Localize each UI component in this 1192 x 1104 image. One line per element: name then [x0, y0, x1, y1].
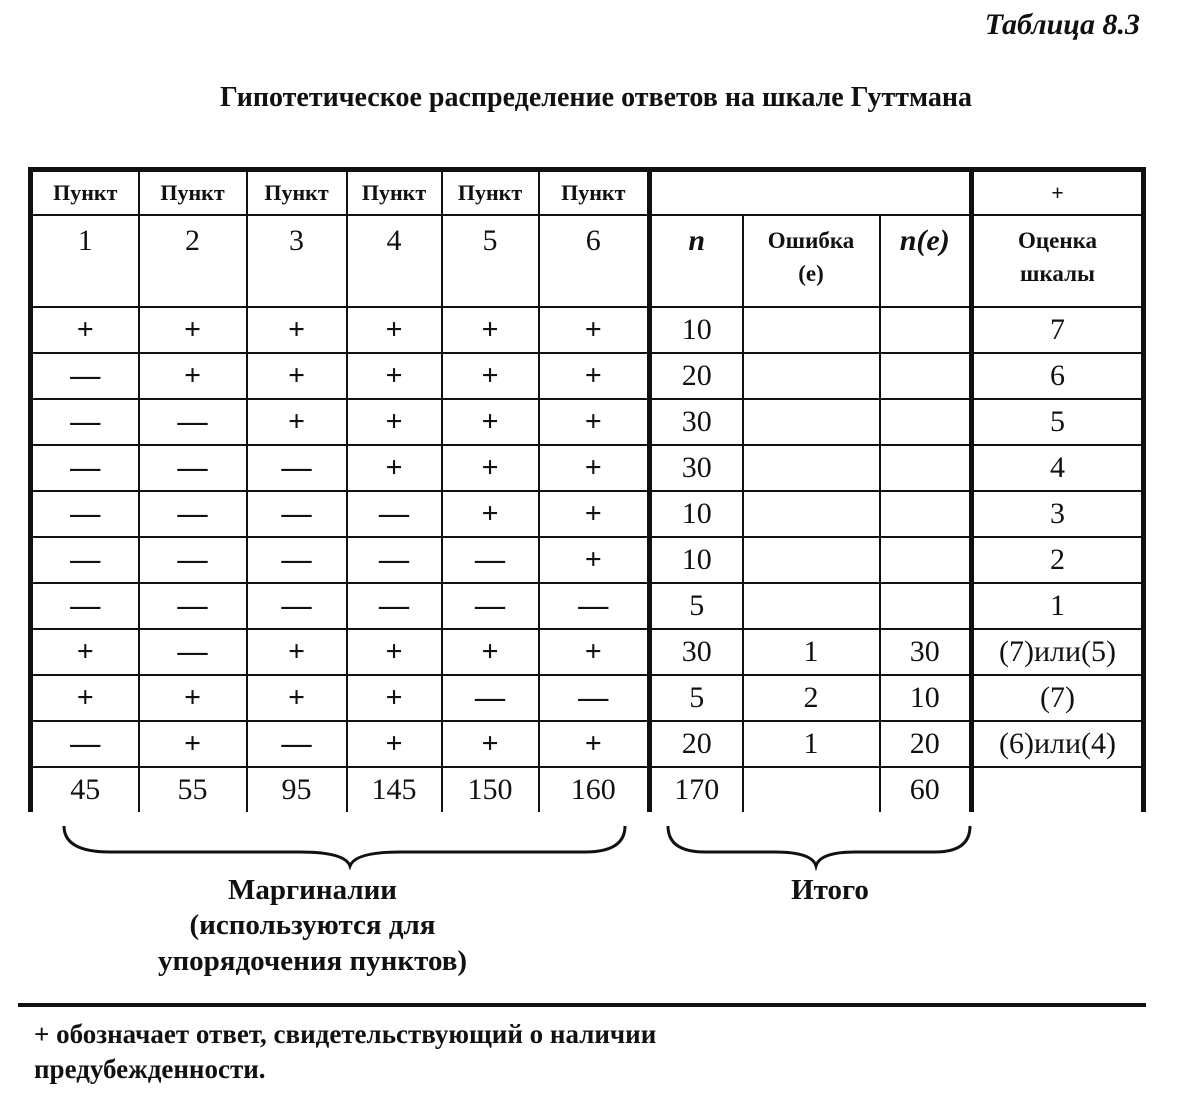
item-6-response: + [539, 353, 650, 399]
n-cell: 20 [650, 721, 743, 767]
ne-cell: 20 [880, 721, 972, 767]
item-3-response: + [247, 629, 347, 675]
item-2-response: — [139, 399, 247, 445]
n-cell: 30 [650, 629, 743, 675]
item-header-1: Пункт [31, 170, 139, 216]
item-3-response: — [247, 445, 347, 491]
item-4-response: — [347, 537, 442, 583]
item-2-response: — [139, 629, 247, 675]
item-1-response: — [31, 353, 139, 399]
score-cell: 5 [972, 399, 1144, 445]
item-4-response: + [347, 629, 442, 675]
score-header-line-1: Оценка [1017, 228, 1097, 253]
item-4-response: + [347, 353, 442, 399]
score-cell: 6 [972, 353, 1144, 399]
item-number-3: 3 [247, 215, 347, 307]
item-number-1: 1 [31, 215, 139, 307]
score-cell: 2 [972, 537, 1144, 583]
footnote-line-1: + обозначает ответ, свидетельствующий о наличии [34, 1019, 657, 1049]
item-6-response: + [539, 445, 650, 491]
total-n: 170 [650, 767, 743, 812]
score-cell: (7)или(5) [972, 629, 1144, 675]
error-header-line-1: Ошибка [767, 228, 855, 253]
item-5-response: + [442, 353, 539, 399]
item-5-response: + [442, 399, 539, 445]
item-1-response: — [31, 491, 139, 537]
item-5-response: + [442, 445, 539, 491]
n-cell: 10 [650, 491, 743, 537]
item-3-response: + [247, 307, 347, 353]
item-3-response: + [247, 675, 347, 721]
error-cell: 2 [743, 675, 880, 721]
item-2-response: — [139, 537, 247, 583]
n-cell: 10 [650, 537, 743, 583]
marginals-label-line-2: (используются для [189, 909, 436, 942]
item-1-response: — [31, 721, 139, 767]
item-2-response: — [139, 445, 247, 491]
item-5-response: + [442, 721, 539, 767]
item-6-response: + [539, 629, 650, 675]
item-2-response: — [139, 491, 247, 537]
item-header-6: Пункт [539, 170, 650, 216]
item-6-response: + [539, 307, 650, 353]
total-label: Итого [791, 874, 869, 906]
item-1-response: + [31, 629, 139, 675]
marginals-brace [64, 826, 625, 866]
item-1-response: + [31, 675, 139, 721]
score-cell: 3 [972, 491, 1144, 537]
score-cell: 4 [972, 445, 1144, 491]
item-6-response: — [539, 583, 650, 629]
n-header: n [650, 215, 743, 307]
item-3-response: + [247, 399, 347, 445]
error-cell: 1 [743, 721, 880, 767]
item-6-response: — [539, 675, 650, 721]
item-6-response: + [539, 721, 650, 767]
item-4-response: — [347, 583, 442, 629]
score-header-line-2: шкалы [1020, 261, 1095, 287]
item-3-response: — [247, 721, 347, 767]
item-number-5: 5 [442, 215, 539, 307]
item-2-response: + [139, 675, 247, 721]
item-6-response: + [539, 491, 650, 537]
item-header-3: Пункт [247, 170, 347, 216]
item-5-response: — [442, 583, 539, 629]
item-4-response: — [347, 491, 442, 537]
item-6-response: + [539, 399, 650, 445]
item-number-2: 2 [139, 215, 247, 307]
marginal-item-2: 55 [139, 767, 247, 812]
item-3-response: — [247, 491, 347, 537]
table-title: Гипотетическое распределение ответов на шкале Гуттмана [220, 82, 972, 113]
marginals-label-line-3: упорядочения пунктов) [157, 944, 468, 977]
item-4-response: + [347, 307, 442, 353]
n-cell: 30 [650, 445, 743, 491]
item-2-response: + [139, 353, 247, 399]
score-cell: 7 [972, 307, 1144, 353]
marginals-label [115, 873, 510, 979]
marginal-item-4: 145 [347, 767, 442, 812]
item-4-response: + [347, 445, 442, 491]
n-cell: 10 [650, 307, 743, 353]
marginal-item-3: 95 [247, 767, 347, 812]
item-1-response: — [31, 445, 139, 491]
item-2-response: — [139, 583, 247, 629]
total-brace [668, 826, 970, 866]
error-header-line-2: (е) [798, 261, 824, 287]
n-cell: 30 [650, 399, 743, 445]
table-number-label: Таблица 8.3 [984, 8, 1140, 41]
n-cell: 5 [650, 675, 743, 721]
n-cell: 5 [650, 583, 743, 629]
error-cell: 1 [743, 629, 880, 675]
item-2-response: + [139, 721, 247, 767]
item-1-response: + [31, 307, 139, 353]
score-cell: (7) [972, 675, 1144, 721]
item-number-6: 6 [539, 215, 650, 307]
item-2-response: + [139, 307, 247, 353]
ne-cell: 30 [880, 629, 972, 675]
item-1-response: — [31, 583, 139, 629]
item-number-4: 4 [347, 215, 442, 307]
item-3-response: — [247, 583, 347, 629]
item-5-response: + [442, 491, 539, 537]
item-3-response: — [247, 537, 347, 583]
item-6-response: + [539, 537, 650, 583]
item-5-response: + [442, 307, 539, 353]
ne-cell: 10 [880, 675, 972, 721]
item-5-response: — [442, 675, 539, 721]
item-1-response: — [31, 399, 139, 445]
item-4-response: + [347, 399, 442, 445]
item-header-5: Пункт [442, 170, 539, 216]
footnote-line-2: предубежденности. [34, 1053, 266, 1084]
item-header-4: Пункт [347, 170, 442, 216]
item-1-response: — [31, 537, 139, 583]
marginal-item-5: 150 [442, 767, 539, 812]
item-4-response: + [347, 721, 442, 767]
item-4-response: + [347, 675, 442, 721]
score-cell: (6)или(4) [972, 721, 1144, 767]
marginal-item-6: 160 [539, 767, 650, 812]
marginal-item-1: 45 [31, 767, 139, 812]
item-header-2: Пункт [139, 170, 247, 216]
ne-header: n(e) [880, 215, 972, 307]
score-cell: 1 [972, 583, 1144, 629]
n-cell: 20 [650, 353, 743, 399]
total-ne: 60 [880, 767, 972, 812]
item-3-response: + [247, 353, 347, 399]
item-5-response: — [442, 537, 539, 583]
item-5-response: + [442, 629, 539, 675]
footnote [34, 1017, 656, 1086]
plus-mark-header: + [972, 170, 1144, 216]
marginals-label-line-1: Маргиналии [227, 874, 398, 906]
footnote-divider [18, 1003, 1146, 1007]
